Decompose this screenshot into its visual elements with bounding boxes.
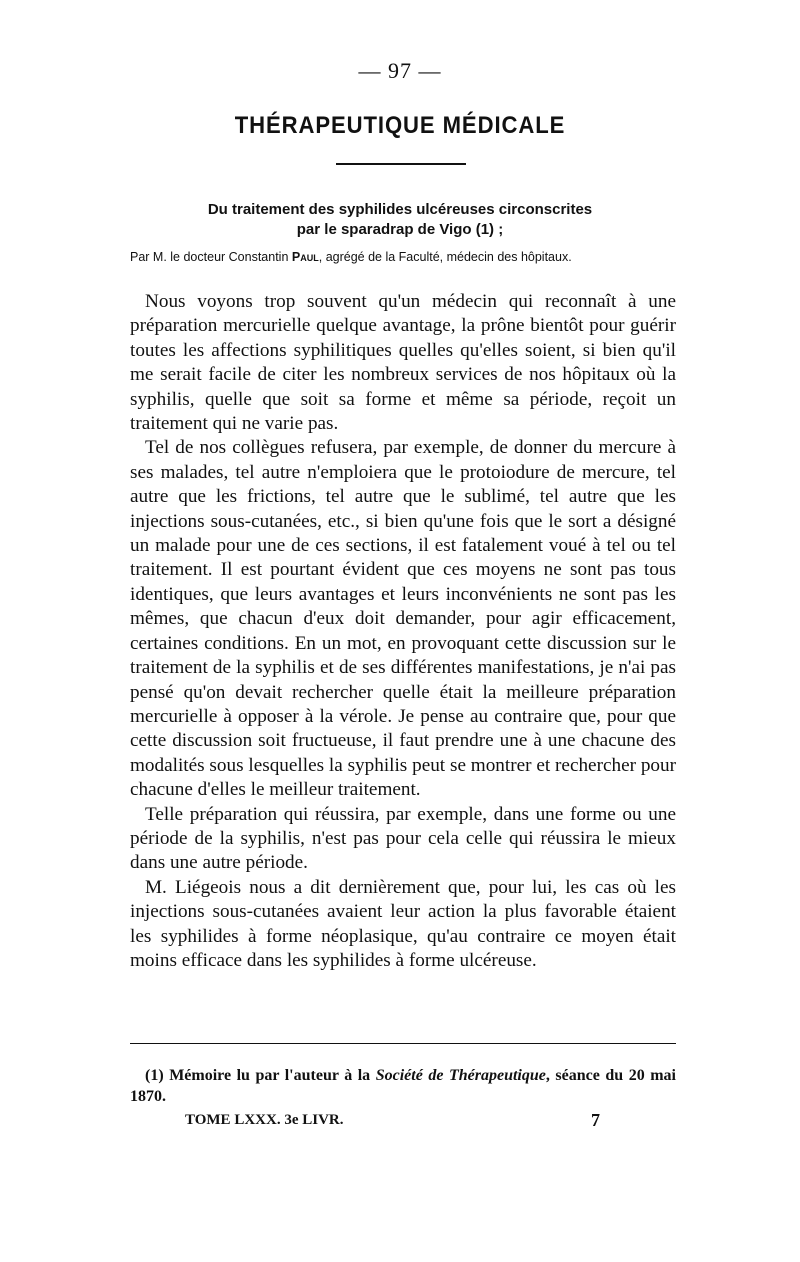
byline bbox=[130, 250, 675, 264]
author-name: Paul bbox=[291, 250, 319, 264]
article-title-line-2: par le sparadrap de Vigo (1) ; bbox=[296, 221, 504, 238]
footnote-marker: (1) bbox=[145, 1067, 164, 1084]
footnote-rule bbox=[130, 1043, 676, 1044]
article-title bbox=[0, 200, 800, 240]
section-title: THÉRAPEUTIQUE MÉDICALE bbox=[234, 112, 566, 139]
page-number: — 97 — bbox=[358, 58, 442, 83]
footnote-text-after: , séance du 20 mai 1870. bbox=[130, 1067, 677, 1105]
signature-line bbox=[185, 1112, 600, 1129]
body-paragraph-1: Nous voyons trop souvent qu'un médecin qui reconnaît à une préparation mercurielle quelque avantage, la prône bientôt pour guérir toutes les affections syphilitiques quelles qu'elles soient, si bien qu'il me serait facile de citer les nombreux services de nos hôpitaux où la syphilis, quelle que soit sa forme et même sa période, reçoit un traitement qui ne varie pas. bbox=[130, 291, 676, 435]
footnote-text-before: Mémoire lu par l'auteur à la bbox=[163, 1067, 376, 1084]
body-paragraph-4: M. Liégeois nous a dit dernièrement que, pour lui, les cas où les injections sous-cutanées avaient leur action la plus favorable étaient les syphilides à forme néoplasique, qu'au contraire ce moyen était moins efficace dans les syphilides à forme ulcéreuse. bbox=[130, 876, 676, 971]
body-paragraph-2: Tel de nos collègues refusera, par exemple, de donner du mercure à ses malades, tel autre n'emploiera que le protoiodure de mercure, tel autre que les frictions, tel autre que le sublimé, tel autre que les injections sous-cutanées, etc., si bien qu'une fois que le sort a désigné un malade pour une de ces sections, il est fatalement voué à tel ou tel traitement. Il est pourtant évident que ces moyens ne sont pas tous identiques, que leurs avantages et leurs inconvénients ne sont pas les mêmes, que chacun d'eux doit demander, pour agir efficacement, certaines conditions. En un mot, en provoquant cette discussion sur le traitement de la syphilis et de ses différentes manifestations, je n'ai pas pensé qu'on devait rechercher quelle était la meilleure préparation mercurielle à opposer à la vérole. Je pense au contraire que, pour que cette discussion soit fructueuse, il faut prendre une à une chacune des modalités sous lesquelles la syphilis peut se montrer et rechercher pour chacune d'elles le meilleur traitement. bbox=[130, 437, 676, 801]
sheet-number: 7 bbox=[591, 1110, 600, 1130]
volume-signature: TOME LXXX. 3e LIVR. bbox=[185, 1112, 344, 1128]
footnote bbox=[130, 1065, 676, 1107]
body-paragraph-3: Telle préparation qui réussira, par exemple, dans une forme ou une période de la syphilis, n'est pas pour cela celle qui réussira le mieux dans une autre période. bbox=[130, 803, 676, 874]
footnote-journal: Société de Thérapeutique bbox=[375, 1067, 546, 1084]
article-body bbox=[130, 290, 676, 973]
byline-prefix: Par M. le docteur Constantin bbox=[130, 250, 289, 264]
title-rule bbox=[336, 163, 466, 165]
byline-suffix: , agrégé de la Faculté, médecin des hôpitaux. bbox=[318, 250, 572, 264]
article-title-line-1: Du traitement des syphilides ulcéreuses circonscrites bbox=[207, 201, 593, 218]
